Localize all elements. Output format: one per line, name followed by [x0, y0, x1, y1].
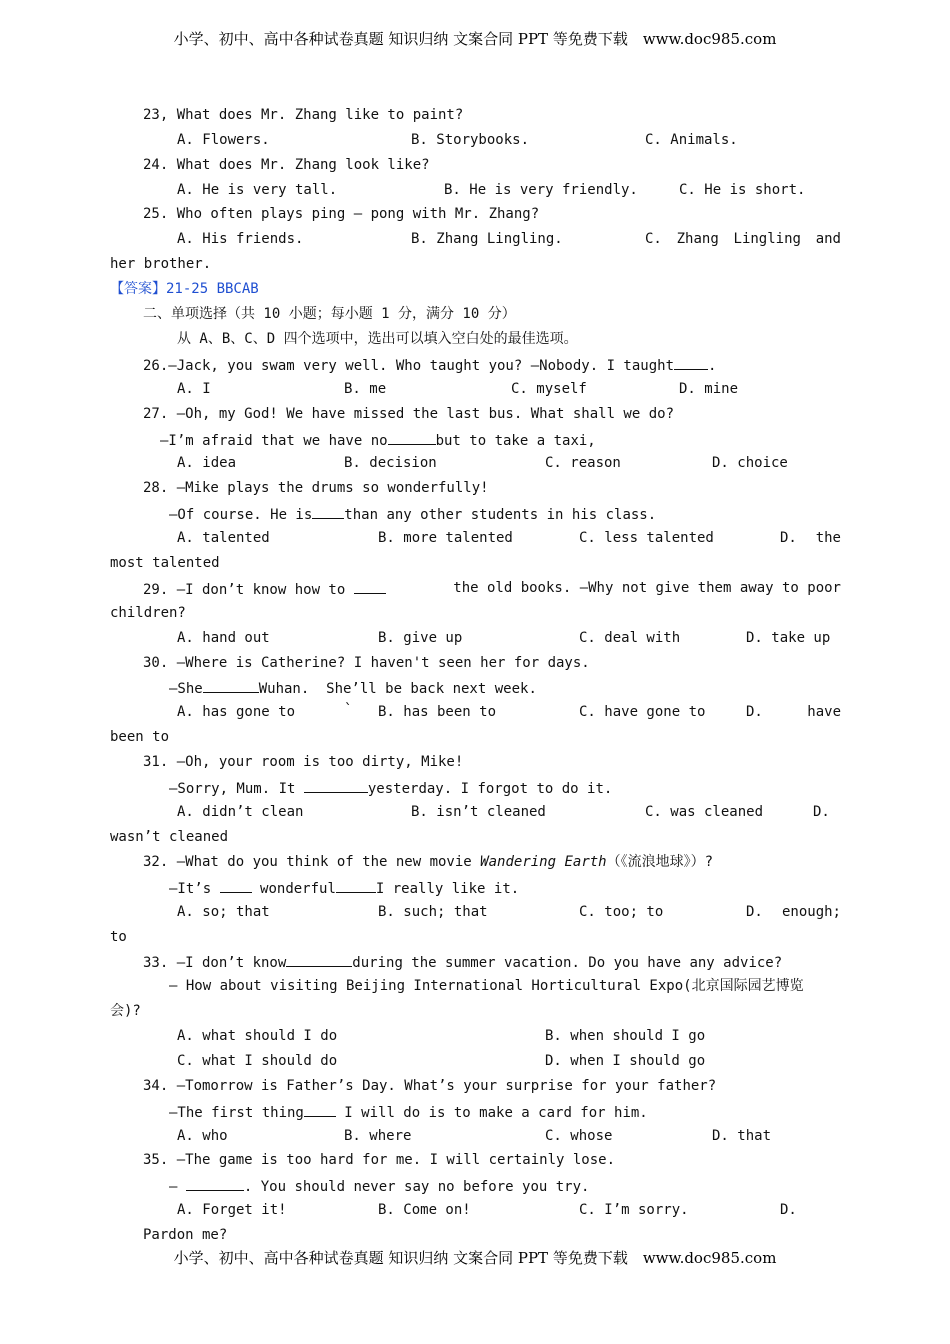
- q32-option-d: D. enough;: [746, 904, 841, 920]
- question-27-stem: 27. —Oh, my God! We have missed the last bus. What shall we do?: [143, 406, 675, 422]
- q31-option-d: D.: [813, 804, 830, 820]
- q30-line-2: —She Wuhan. She’ll be back next week.: [169, 678, 537, 698]
- q34-option-c: C. whose: [545, 1128, 613, 1144]
- stray-tick-mark: `: [344, 702, 353, 718]
- q34-option-b: B. where: [344, 1128, 412, 1144]
- q25-option-c: C. Zhang Lingling and: [645, 231, 841, 247]
- section-2-instruction: 从 A、B、C、D 四个选项中，选出可以填入空白处的最佳选项。: [177, 331, 578, 347]
- q29-option-b: B. give up: [378, 630, 463, 646]
- answer-blank: [203, 678, 259, 693]
- q30-option-c: C. have gone to: [579, 704, 706, 720]
- q26-option-a: A. I: [177, 381, 211, 397]
- question-23-stem: 23, What does Mr. Zhang like to paint?: [143, 107, 464, 123]
- q34-line-2: —The first thing I will do is to make a card for him.: [169, 1102, 648, 1122]
- page-footer: 小学、初中、高中各种试卷真题 知识归纳 文案合同 PPT 等免费下载 www.doc985.com: [173, 1249, 777, 1267]
- answer-key: 【答案】21-25 BBCAB: [110, 281, 259, 297]
- q30-option-d: D. have: [746, 704, 841, 720]
- q31-option-a: A. didn’t clean: [177, 804, 304, 820]
- question-26-stem: 26.—Jack, you swam very well. Who taught you? —Nobody. I taught .: [143, 355, 716, 375]
- q30-option-a: A. has gone to: [177, 704, 296, 720]
- q33-option-b: B. when should I go: [545, 1028, 706, 1044]
- question-35-stem: 35. —The game is too hard for me. I will certainly lose.: [143, 1152, 616, 1168]
- answer-blank: [220, 878, 252, 893]
- answer-blank: [336, 878, 376, 893]
- q26-option-c: C. myself: [511, 381, 587, 397]
- q28-option-b: B. more talented: [378, 530, 513, 546]
- q35-option-c: C. I’m sorry.: [579, 1202, 689, 1218]
- movie-title: Wandering Earth: [480, 854, 607, 870]
- q23-option-a: A. Flowers.: [177, 132, 270, 148]
- q32-option-d-continued: to: [110, 929, 127, 945]
- q24-option-a: A. He is very tall.: [177, 182, 338, 198]
- q26-option-b: B. me: [344, 381, 387, 397]
- q31-option-b: B. isn’t cleaned: [411, 804, 546, 820]
- q27-option-d: D. choice: [712, 455, 788, 471]
- q33-option-a: A. what should I do: [177, 1028, 338, 1044]
- q24-option-b: B. He is very friendly.: [444, 182, 638, 198]
- q32-option-b: B. such; that: [378, 904, 488, 920]
- answer-blank: [312, 504, 344, 519]
- question-29-stem: 29. —I don’t know how to the old books. —Why not give them away to poor: [143, 580, 841, 598]
- q28-option-a: A. talented: [177, 530, 270, 546]
- q28-option-c: C. less talented: [579, 530, 714, 546]
- q29-option-a: A. hand out: [177, 630, 270, 646]
- q33-option-d: D. when I should go: [545, 1053, 706, 1069]
- answer-blank: [354, 579, 386, 594]
- question-33-stem: 33. —I don’t know during the summer vacation. Do you have any advice?: [143, 952, 782, 972]
- question-30-stem: 30. —Where is Catherine? I haven't seen her for days.: [143, 655, 590, 671]
- answer-blank: [186, 1176, 244, 1191]
- q25-option-b: B. Zhang Lingling.: [411, 231, 563, 247]
- q29-option-d: D. take up: [746, 630, 831, 646]
- answer-blank: [674, 355, 708, 370]
- q35-option-b: B. Come on!: [378, 1202, 471, 1218]
- q24-option-c: C. He is short.: [679, 182, 806, 198]
- question-24-stem: 24. What does Mr. Zhang look like?: [143, 157, 430, 173]
- q31-option-d-continued: wasn’t cleaned: [110, 829, 229, 845]
- q27-line-2: —I’m afraid that we have no but to take a taxi,: [160, 430, 596, 450]
- answer-blank: [304, 778, 368, 793]
- q30-option-b: B. has been to: [378, 704, 497, 720]
- q30-option-d-continued: been to: [110, 729, 170, 745]
- question-25-stem: 25. Who often plays ping – pong with Mr. Zhang?: [143, 206, 540, 222]
- q33-line-2: — How about visiting Beijing International Horticultural Expo(北京国际园艺博览: [169, 978, 804, 994]
- q23-option-b: B. Storybooks.: [411, 132, 530, 148]
- q35-option-d-continued: Pardon me?: [143, 1227, 228, 1243]
- section-2-title: 二、单项选择（共 10 小题；每小题 1 分，满分 10 分）: [143, 306, 516, 322]
- q25-option-a: A. His friends.: [177, 231, 304, 247]
- answer-blank: [388, 430, 436, 445]
- question-29-continued: children?: [110, 605, 186, 621]
- page-header: 小学、初中、高中各种试卷真题 知识归纳 文案合同 PPT 等免费下载 www.doc985.com: [173, 30, 777, 48]
- q33-line-2-continued: 会)?: [110, 1003, 141, 1019]
- q27-option-a: A. idea: [177, 455, 237, 471]
- q27-option-b: B. decision: [344, 455, 437, 471]
- q25-option-c-continued: her brother.: [110, 256, 212, 272]
- question-34-stem: 34. —Tomorrow is Father’s Day. What’s your surprise for your father?: [143, 1078, 717, 1094]
- q26-option-d: D. mine: [679, 381, 739, 397]
- q31-option-c: C. was cleaned: [645, 804, 764, 820]
- question-31-stem: 31. —Oh, your room is too dirty, Mike!: [143, 754, 464, 770]
- q32-option-a: A. so; that: [177, 904, 270, 920]
- q28-option-d: D. the: [780, 530, 841, 546]
- q32-line-2: —It’s wonderful I really like it.: [169, 878, 519, 898]
- question-32-stem: 32. —What do you think of the new movie Wandering Earth（《流浪地球》）?: [143, 854, 714, 870]
- q31-line-2: —Sorry, Mum. It yesterday. I forgot to do it.: [169, 778, 612, 798]
- q27-option-c: C. reason: [545, 455, 621, 471]
- q29-option-c: C. deal with: [579, 630, 681, 646]
- q32-option-c: C. too; to: [579, 904, 664, 920]
- answer-blank: [304, 1102, 336, 1117]
- q34-option-d: D. that: [712, 1128, 772, 1144]
- q35-option-a: A. Forget it!: [177, 1202, 287, 1218]
- q23-option-c: C. Animals.: [645, 132, 738, 148]
- answer-blank: [286, 952, 352, 967]
- q35-option-d: D.: [780, 1202, 797, 1218]
- q33-option-c: C. what I should do: [177, 1053, 338, 1069]
- q28-option-d-continued: most talented: [110, 555, 220, 571]
- q34-option-a: A. who: [177, 1128, 228, 1144]
- q28-line-2: —Of course. He is than any other students in his class.: [169, 504, 656, 524]
- question-28-stem: 28. —Mike plays the drums so wonderfully!: [143, 480, 489, 496]
- q35-line-2: — . You should never say no before you try.: [169, 1176, 589, 1196]
